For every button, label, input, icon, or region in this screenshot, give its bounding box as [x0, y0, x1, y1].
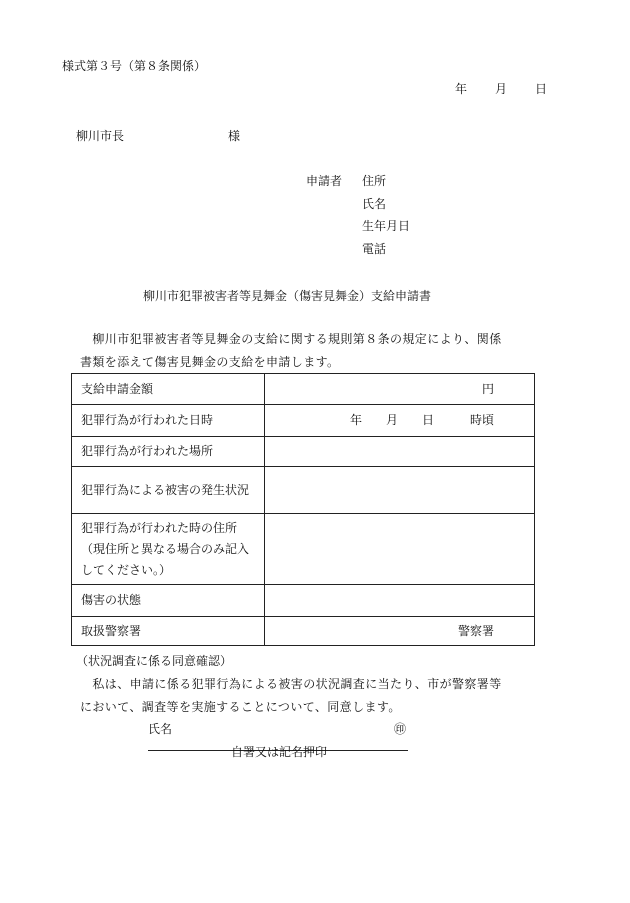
- date-day: 日: [535, 82, 548, 96]
- table-row: [72, 374, 535, 405]
- date-line: [455, 80, 547, 97]
- date-year: 年: [455, 82, 468, 96]
- consent-name-label: 氏名: [148, 722, 173, 736]
- addressee-honorific: 様: [228, 129, 241, 143]
- consent-heading: （状況調査に係る同意確認）: [76, 654, 233, 668]
- applicant-label: 申請者: [306, 174, 343, 188]
- row-label-injury: 傷害の状態: [72, 585, 265, 617]
- damage-field[interactable]: [265, 467, 535, 514]
- table-row: [72, 437, 535, 467]
- datetime-field[interactable]: 年 月 日 時頃: [265, 405, 535, 437]
- table-row: [72, 617, 535, 646]
- applicant-address-label: 住所: [362, 174, 387, 188]
- table-row: [72, 467, 535, 514]
- row-label-damage: 犯罪行為による被害の発生状況: [72, 467, 265, 514]
- addressee-name: 柳川市長: [76, 129, 125, 143]
- place-field[interactable]: [265, 437, 535, 467]
- date-month: 月: [495, 82, 508, 96]
- police-field[interactable]: 警察署: [265, 617, 535, 646]
- application-table: [71, 373, 535, 646]
- applicant-phone-label: 電話: [362, 242, 387, 256]
- row-label-place: 犯罪行為が行われた場所: [72, 437, 265, 467]
- intro-line-2: 書類を添えて傷害見舞金の支給を申請します。: [80, 355, 340, 369]
- table-row: [72, 405, 535, 437]
- table-row: [72, 585, 535, 617]
- row-label-amount: 支給申請金額: [72, 374, 265, 405]
- applicant-birthdate-label: 生年月日: [362, 219, 411, 233]
- intro-line-1: 柳川市犯罪被害者等見舞金の支給に関する規則第８条の規定により、関係: [80, 332, 502, 346]
- injury-field[interactable]: [265, 585, 535, 617]
- table-row: [72, 514, 535, 585]
- row-label-datetime: 犯罪行為が行われた日時: [72, 405, 265, 437]
- consent-line-2: において、調査等を実施することについて、同意します。: [80, 700, 401, 714]
- amount-field[interactable]: 円: [265, 374, 535, 405]
- row-label-past-address: 犯罪行為が行われた時の住所（現住所と異なる場合のみ記入してください。）: [72, 514, 265, 585]
- signature-note: 自署又は記名押印: [231, 745, 328, 759]
- consent-line-1: 私は、申請に係る犯罪行為による被害の状況調査に当たり、市が警察署等: [80, 677, 502, 691]
- applicant-name-label: 氏名: [362, 197, 387, 211]
- document-title: 柳川市犯罪被害者等見舞金（傷害見舞金）支給申請書: [143, 289, 432, 303]
- row-label-police: 取扱警察署: [72, 617, 265, 646]
- form-number: 様式第３号（第８条関係）: [62, 59, 207, 73]
- seal-mark: ㊞: [394, 722, 407, 736]
- past-address-field[interactable]: [265, 514, 535, 585]
